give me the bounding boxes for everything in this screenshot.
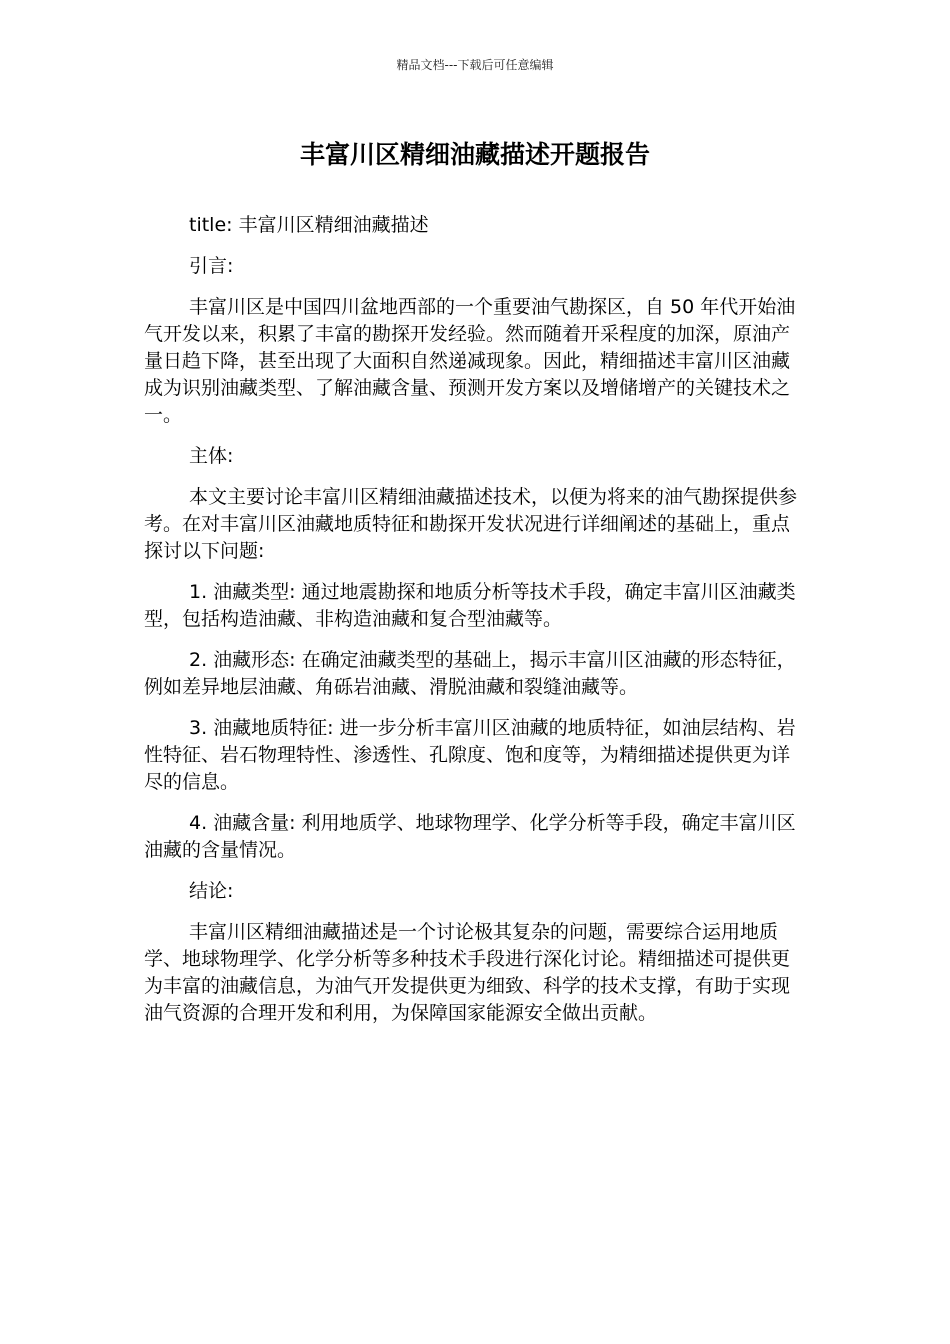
list-item-reservoir-geology: 3. 油藏地质特征: 进一步分析丰富川区油藏的地质特征，如油层结构、岩性特征、岩石物理特性、渗透性、孔隙度、饱和度等，为精细描述提供更为详尽的信息。 <box>144 717 796 793</box>
list-item-reservoir-morphology: 2. 油藏形态: 在确定油藏类型的基础上，揭示丰富川区油藏的形态特征，例如差异地层油藏、角砾岩油藏、滑脱油藏和裂缝油藏等。 <box>144 649 796 698</box>
document-body <box>144 212 806 1041</box>
paragraph-introduction: 丰富川区是中国四川盆地西部的一个重要油气勘探区，自 50 年代开始油气开发以来，积累了丰富的勘探开发经验。然而随着开采程度的加深，原油产量日趋下降，甚至出现了大面积自然递减现象。因此，精细描述丰富川区油藏成为识别油藏类型、了解油藏含量、预测开发方案以及增储增产的关键技术之一。 <box>144 296 796 426</box>
list-item-reservoir-type: 1. 油藏类型: 通过地震勘探和地质分析等技术手段，确定丰富川区油藏类型，包括构造油藏、非构造油藏和复合型油藏等。 <box>144 581 796 630</box>
section-heading-introduction: 引言: <box>189 255 234 277</box>
section-heading-conclusion: 结论: <box>189 880 234 902</box>
header-note: 精品文档---下载后可任意编辑 <box>396 58 554 72</box>
document-title: 丰富川区精细油藏描述开题报告 <box>299 140 650 169</box>
list-item-reservoir-content: 4. 油藏含量: 利用地质学、地球物理学、化学分析等手段，确定丰富川区油藏的含量情况。 <box>144 812 796 861</box>
paragraph-main-intro: 本文主要讨论丰富川区精细油藏描述技术，以便为将来的油气勘探提供参考。在对丰富川区油藏地质特征和勘探开发状况进行详细阐述的基础上，重点探讨以下问题: <box>144 486 798 562</box>
paragraph-conclusion: 丰富川区精细油藏描述是一个讨论极其复杂的问题，需要综合运用地质学、地球物理学、化学分析等多种技术手段进行深化讨论。精细描述可提供更为丰富的油藏信息，为油气开发提供更为细致、科学的技术支撑，有助于实现油气资源的合理开发和利用，为保障国家能源安全做出贡献。 <box>144 921 791 1024</box>
paragraph-title-line: title: 丰富川区精细油藏描述 <box>189 214 429 236</box>
section-heading-main: 主体: <box>189 445 234 467</box>
